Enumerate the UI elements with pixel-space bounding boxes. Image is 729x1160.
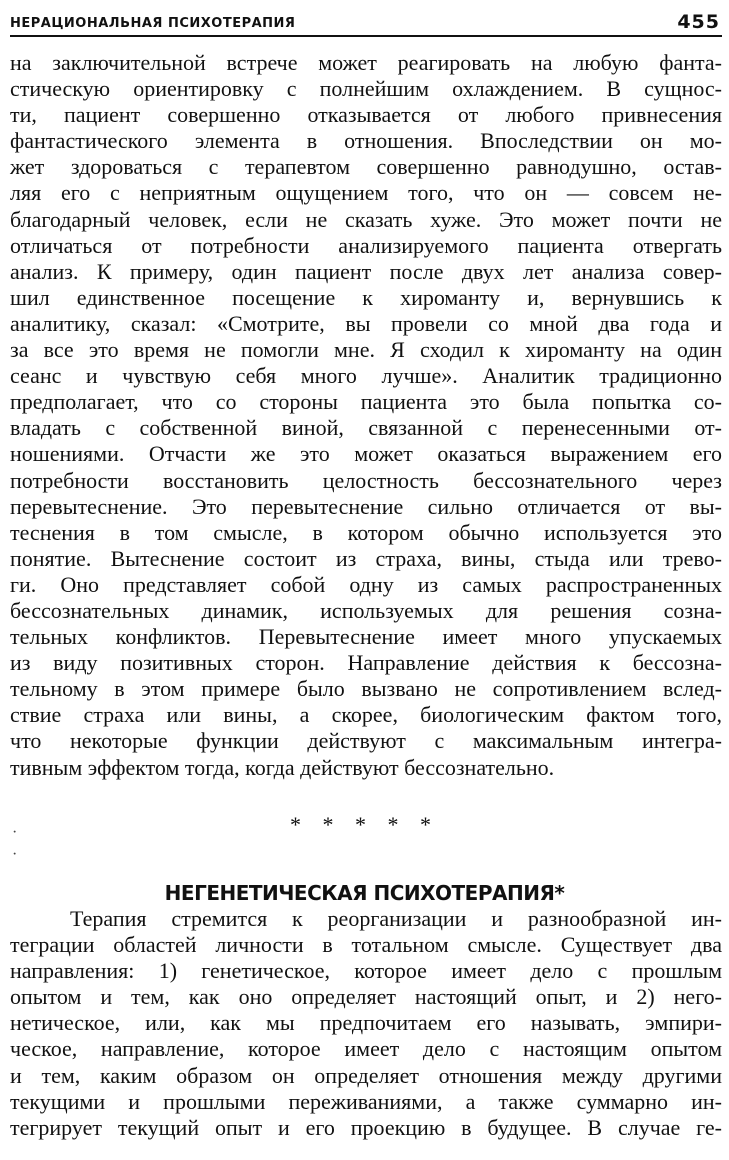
text-line: нетическое, или, как мы предпочитаем его называть, эмпири- [10, 1010, 722, 1036]
text-line: Терапия стремится к реорганизации и разнообразной ин- [70, 906, 722, 931]
section-separator: * * * * * [290, 812, 439, 837]
text-line: тельных конфликтов. Перевытеснение имеет много упускаемых [10, 624, 722, 650]
text-line: тегрирует текущий опыт и его проекцию в будущее. В случае ге- [10, 1114, 722, 1140]
text-line: ги. Оно представляет собой одну из самых распространенных [10, 571, 722, 597]
running-title: НЕРАЦИОНАЛЬНАЯ ПСИХОТЕРАПИЯ [10, 16, 296, 31]
margin-specks: · · [12, 824, 18, 863]
text-line: тивным эффектом тогда, когда действуют бессознательно. [10, 754, 555, 780]
text-line: что некоторые функции действуют с максимальным интегра- [10, 728, 722, 754]
text-line: ческое, направление, которое имеет дело с настоящим опытом [10, 1036, 722, 1062]
text-line: перевытеснение. Это перевытеснение сильно отличается от вы- [10, 493, 722, 519]
text-line: текущими и прошлыми переживаниями, а также суммарно ин- [10, 1088, 722, 1114]
page-number: 455 [677, 11, 720, 33]
text-line: отличаться от потребности анализируемого пациента отвергать [10, 232, 722, 258]
paragraph-2 [10, 906, 722, 1141]
text-line: фантастического элемента в отношения. Впоследствии он мо- [10, 128, 722, 154]
text-line: и тем, каким образом он определяет отношения между другими [10, 1062, 722, 1088]
text-line: благодарный человек, если не сказать хуже. Это может почти не [10, 206, 722, 232]
running-head [10, 9, 722, 37]
text-line: шил единственное посещение к хироманту и, вернувшись к [10, 284, 722, 310]
text-line: потребности восстановить целостность бессознательного через [10, 467, 722, 493]
text-line: владать с собственной виной, связанной с перенесенными от- [10, 415, 722, 441]
text-line: понятие. Вытеснение состоит из страха, вины, стыда или трево- [10, 545, 722, 571]
text-line: стическую ориентировку с полнейшим охлаждением. В сущнос- [10, 76, 722, 102]
text-line: сеанс и чувствую себя много лучше». Аналитик традиционно [10, 363, 722, 389]
text-line: предполагает, что со стороны пациента это была попытка со- [10, 389, 722, 415]
text-line: за все это время не помогли мне. Я сходил к хироманту на один [10, 337, 722, 363]
text-line: теграции областей личности в тотальном смысле. Существует два [10, 932, 722, 958]
text-line: направления: 1) генетическое, которое имеет дело с прошлым [10, 958, 722, 984]
text-line: жет здороваться с терапевтом совершенно равнодушно, остав- [10, 154, 722, 180]
text-line: опытом и тем, как оно определяет настоящий опыт, и 2) него- [10, 984, 722, 1010]
text-line: ствие страха или вины, а скорее, биологическим фактом того, [10, 702, 722, 728]
text-line: на заключительной встрече может реагировать на любую фанта- [10, 50, 722, 75]
paragraph-1 [10, 50, 722, 781]
text-line: ти, пациент совершенно отказывается от любого привнесения [10, 102, 722, 128]
text-line: бессознательных динамик, используемых для решения созна- [10, 597, 722, 623]
text-line: анализ. К примеру, один пациент после двух лет анализа совер- [10, 258, 722, 284]
text-line: аналитику, сказал: «Смотрите, вы провели со мной два года и [10, 310, 722, 336]
text-line: из виду позитивных сторон. Направление действия к бессозна- [10, 650, 722, 676]
section-heading: НЕГЕНЕТИЧЕСКАЯ ПСИХОТЕРАПИЯ* [164, 880, 565, 905]
text-line: тельному в этом примере было вызвано не сопротивлением вслед- [10, 676, 722, 702]
text-line: ношениями. Отчасти же это может оказаться выражением его [10, 441, 722, 467]
text-line: ляя его с неприятным ощущением того, что он — совсем не- [10, 180, 722, 206]
text-line: теснения в том смысле, в котором обычно используется это [10, 519, 722, 545]
